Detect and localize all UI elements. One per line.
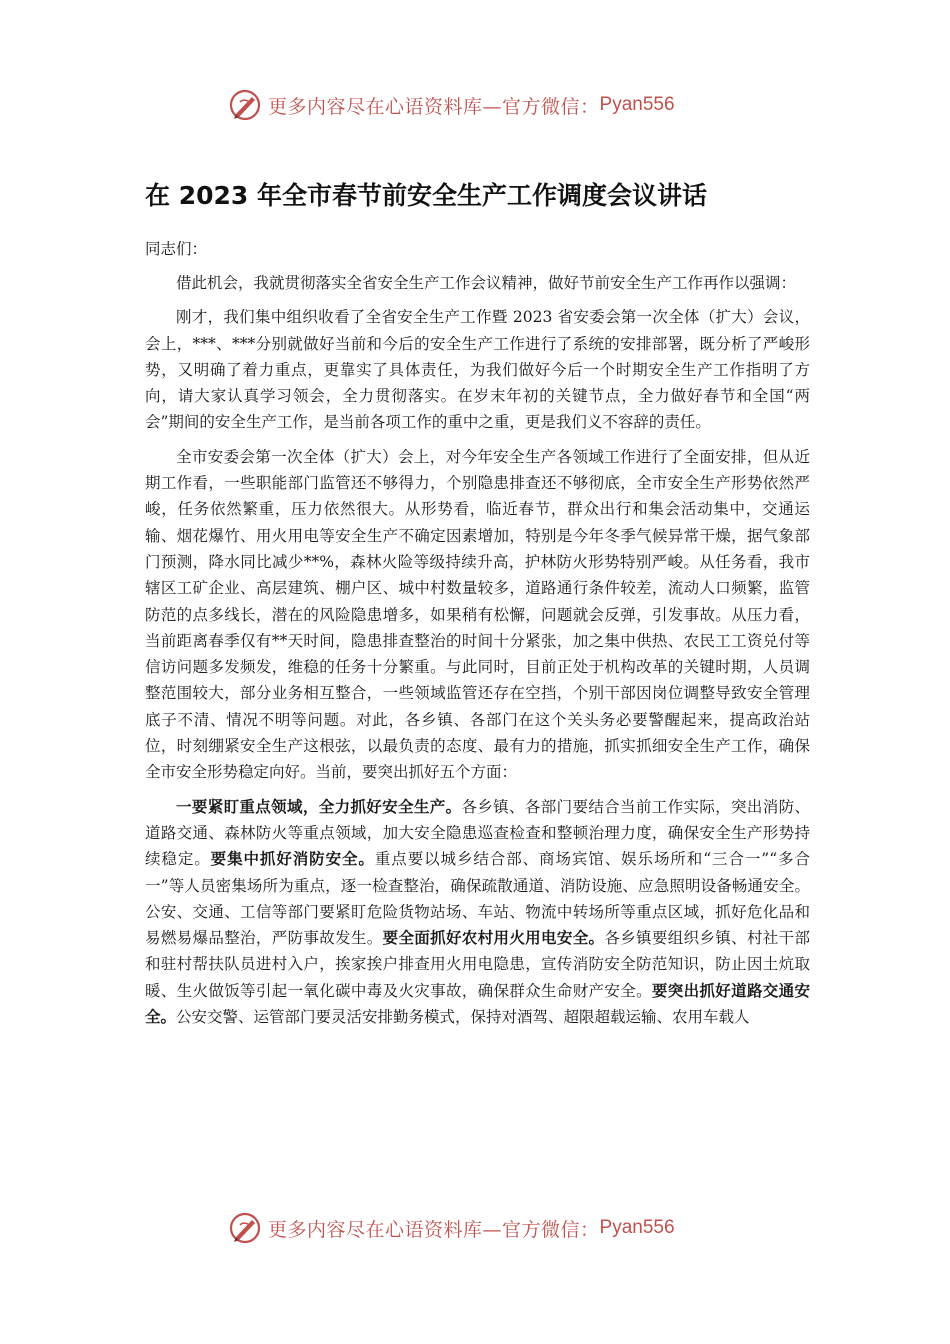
pen-logo-icon xyxy=(228,1211,262,1245)
point-text-3: 各乡镇要组织乡镇、村社干部和驻村帮扶队员进村入户，挨家挨户排查用火用电隐患，宣传消防安全防范知识，防止因土炕取暖、生火做饭等引起一氧化碳中毒及火灾事故，确保群众生命财产安全。 xyxy=(145,929,810,1000)
watermark-text: 更多内容尽在心语资料库—官方微信： xyxy=(268,1218,600,1241)
point-text-1: 各乡镇、各部门要结合当前工作实际，突出消防、道路交通、森林防火等重点领域，加大安全隐患巡查检查和整顿治理力度，确保安全生产形势持续稳定。 xyxy=(145,797,810,869)
watermark-text: 更多内容尽在心语资料库—官方微信： xyxy=(268,95,600,118)
point-heading-3: 要全面抓好农村用火用电安全。 xyxy=(382,928,605,948)
watermark-wechat-id: Pyan556 xyxy=(599,1217,675,1238)
paragraph-2: 刚才，我们集中组织收看了全省安全生产工作暨 2023 省安委会第一次全体（扩大）会议，会上，***、***分别就做好当前和今后的安全生产工作进行了系统的安排部署，既分析了严峻形势，又明确了着力重点，更靠实了具体责任，为我们做好今后一个时期安全生产工作指明了方向，请大家认真学习领会，全力贯彻落实。在岁末年初的关键节点，全力做好春节和全国“两会”期间的安全生产工作，是当前各项工作的重中之重，更是我们义不容辞的责任。 xyxy=(145,308,810,432)
watermark-footer xyxy=(228,1208,675,1248)
salutation: 同志们： xyxy=(145,240,208,258)
paragraph-1: 借此机会，我就贯彻落实全省安全生产工作会议精神，做好节前安全生产工作再作以强调： xyxy=(176,274,797,292)
pen-logo-icon xyxy=(228,88,262,122)
point-text-2: 重点要以城乡结合部、商场宾馆、娱乐场所和“三合一”“多合一”等人员密集场所为重点，逐一检查整治，确保疏散通道、消防设施、应急照明设备畅通安全。公安、交通、工信等部门要紧盯危险货物站场、车站、物流中转场所等重点区域，抓好危化品和易燃易爆品整治，严防事故发生。 xyxy=(145,850,810,948)
point-heading-1: 一要紧盯重点领域，全力抓好安全生产。 xyxy=(176,796,462,816)
document-body xyxy=(145,178,810,1038)
paragraph-4 xyxy=(145,794,810,1031)
watermark-wechat-id: Pyan556 xyxy=(599,94,675,115)
point-text-4: 公安交警、运管部门要灵活安排勤务模式，保持对酒驾、超限超载运输、农用车载人 xyxy=(176,1008,750,1027)
watermark-header xyxy=(228,85,675,125)
page-title: 在 2023 年全市春节前安全生产工作调度会议讲话 xyxy=(145,181,707,210)
paragraph-3: 全市安委会第一次全体（扩大）会上，对今年安全生产各领域工作进行了全面安排，但从近期工作看，一些职能部门监管还不够得力，个别隐患排查还不够彻底，全市安全生产形势依然严峻，任务依然繁重，压力依然很大。从形势看，临近春节，群众出行和集会活动集中，交通运输、烟花爆竹、用火用电等安全生产不确定因素增加，特别是今年冬季气候异常干燥，据气象部门预测，降水同比减少**%，森林火险等级持续升高，护林防火形势特别严峻。从任务看，我市辖区工矿企业、高层建筑、棚户区、城中村数量较多，道路通行条件较差，流动人口频繁，监管防范的点多线长，潜在的风险隐患增多，如果稍有松懈，问题就会反弹，引发事故。从压力看，当前距离春季仅有**天时间，隐患排查整治的时间十分紧张，加之集中供热、农民工工资兑付等信访问题多发频发，维稳的任务十分繁重。与此同时，目前正处于机构改革的关键时期，人员调整范围较大，部分业务相互整合，一些领域监管还存在空挡，个别干部因岗位调整导致安全管理底子不清、情况不明等问题。对此，各乡镇、各部门在这个关头务必要警醒起来，提高政治站位，时刻绷紧安全生产这根弦，以最负责的态度、最有力的措施，抓实抓细安全生产工作，确保全市安全形势稳定向好。当前，要突出抓好五个方面： xyxy=(145,447,810,782)
point-heading-2: 要集中抓好消防安全。 xyxy=(210,849,375,869)
point-heading-4: 要突出抓好道路交通安全。 xyxy=(145,980,810,1027)
